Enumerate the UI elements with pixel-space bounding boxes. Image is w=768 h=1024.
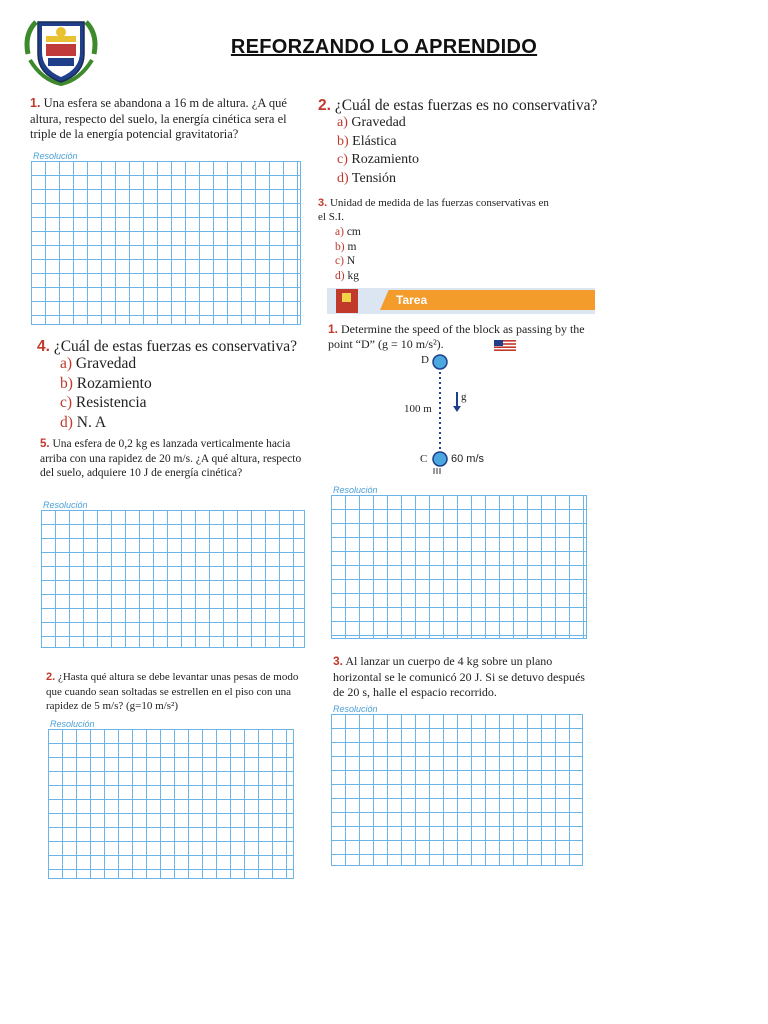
question-text: Determine the speed of the block as passing by the point “D” (g = 10 m/s²).	[328, 322, 585, 351]
question-number: 1.	[30, 96, 41, 110]
question-text: ¿Cuál de estas fuerzas es no conservativa?	[334, 97, 598, 114]
option-item[interactable]: a) Gravedad	[337, 115, 406, 130]
option-list	[60, 354, 152, 432]
question-2	[318, 96, 598, 116]
question-text: ¿Cuál de estas fuerzas es conservativa?	[53, 338, 297, 355]
resolution-grid	[331, 714, 583, 866]
option-item[interactable]: b) Elástica	[337, 133, 397, 149]
resolution-grid	[41, 510, 305, 648]
question-number: 1.	[328, 322, 339, 336]
option-item[interactable]: b) Rozamiento	[60, 374, 152, 392]
option-list	[335, 225, 361, 283]
question-text: Una esfera se abandona a 16 m de altura. ¿A qué altura, respecto del suelo, la energía cinética sera el triple de la energía potencial gravitatoria?	[30, 96, 287, 141]
question-text: ¿Hasta qué altura se debe levantar unas pesas de modo que cuando sean soltadas se estrellen en el piso con una rapidez de 5 m/s? (g=10 m/s²)	[46, 671, 299, 712]
resolution-grid	[48, 729, 294, 879]
question-5	[40, 437, 310, 481]
question-number: 3.	[333, 654, 344, 668]
point-c-label: C	[420, 453, 428, 465]
option-item[interactable]: d) kg	[335, 269, 359, 282]
option-item[interactable]: c) N	[335, 255, 356, 267]
gravity-label: g	[461, 391, 467, 403]
tarea-label: Tarea	[396, 293, 428, 307]
option-item[interactable]: a) cm	[335, 226, 361, 238]
question-1	[30, 96, 310, 143]
option-item[interactable]: b) m	[335, 240, 357, 253]
point-d-label: D	[421, 354, 429, 366]
option-list	[337, 114, 419, 188]
option-item[interactable]: d) Tensión	[337, 170, 397, 186]
tarea-question-1	[328, 322, 598, 352]
tarea-question-3	[333, 654, 588, 701]
resolution-grid	[331, 495, 587, 639]
resolution-grid	[31, 161, 301, 325]
page-title: REFORZANDO LO APRENDIDO	[230, 36, 538, 58]
question-number: 2.	[46, 671, 56, 683]
option-item[interactable]: d) N. A	[60, 413, 107, 431]
resolution-label: Resolución	[333, 485, 378, 495]
tarea-icon	[336, 289, 358, 313]
question-text: Unidad de medida de las fuerzas conservativas en el S.I.	[318, 197, 549, 223]
question-number: 4.	[37, 338, 50, 355]
option-item[interactable]: c) Rozamiento	[337, 152, 420, 167]
question-2-bottom	[46, 670, 308, 714]
option-item[interactable]: a) Gravedad	[60, 355, 137, 372]
question-number: 3.	[318, 197, 328, 209]
resolution-label: Resolución	[43, 500, 88, 510]
question-text: Al lanzar un cuerpo de 4 kg sobre un plano horizontal se le comunicó 20 J. Si se detuvo después de 20 s, halle el espacio recorrido.	[333, 654, 585, 699]
question-number: 5.	[40, 438, 50, 450]
speed-label: 60 m/s	[451, 453, 485, 465]
question-3	[318, 196, 558, 224]
question-text: Una esfera de 0,2 kg es lanzada verticalmente hacia arriba con una rapidez de 20 m/s. ¿A qué altura, respecto del suelo, adquiere 10 J de energía cinética?	[40, 438, 302, 479]
resolution-label: Resolución	[333, 704, 378, 714]
resolution-label: Resolución	[50, 719, 95, 729]
resolution-label: Resolución	[33, 151, 78, 161]
option-item[interactable]: c) Resistencia	[60, 394, 147, 411]
height-label: 100 m	[404, 403, 432, 415]
question-number: 2.	[318, 97, 331, 114]
us-flag-icon	[494, 338, 516, 349]
